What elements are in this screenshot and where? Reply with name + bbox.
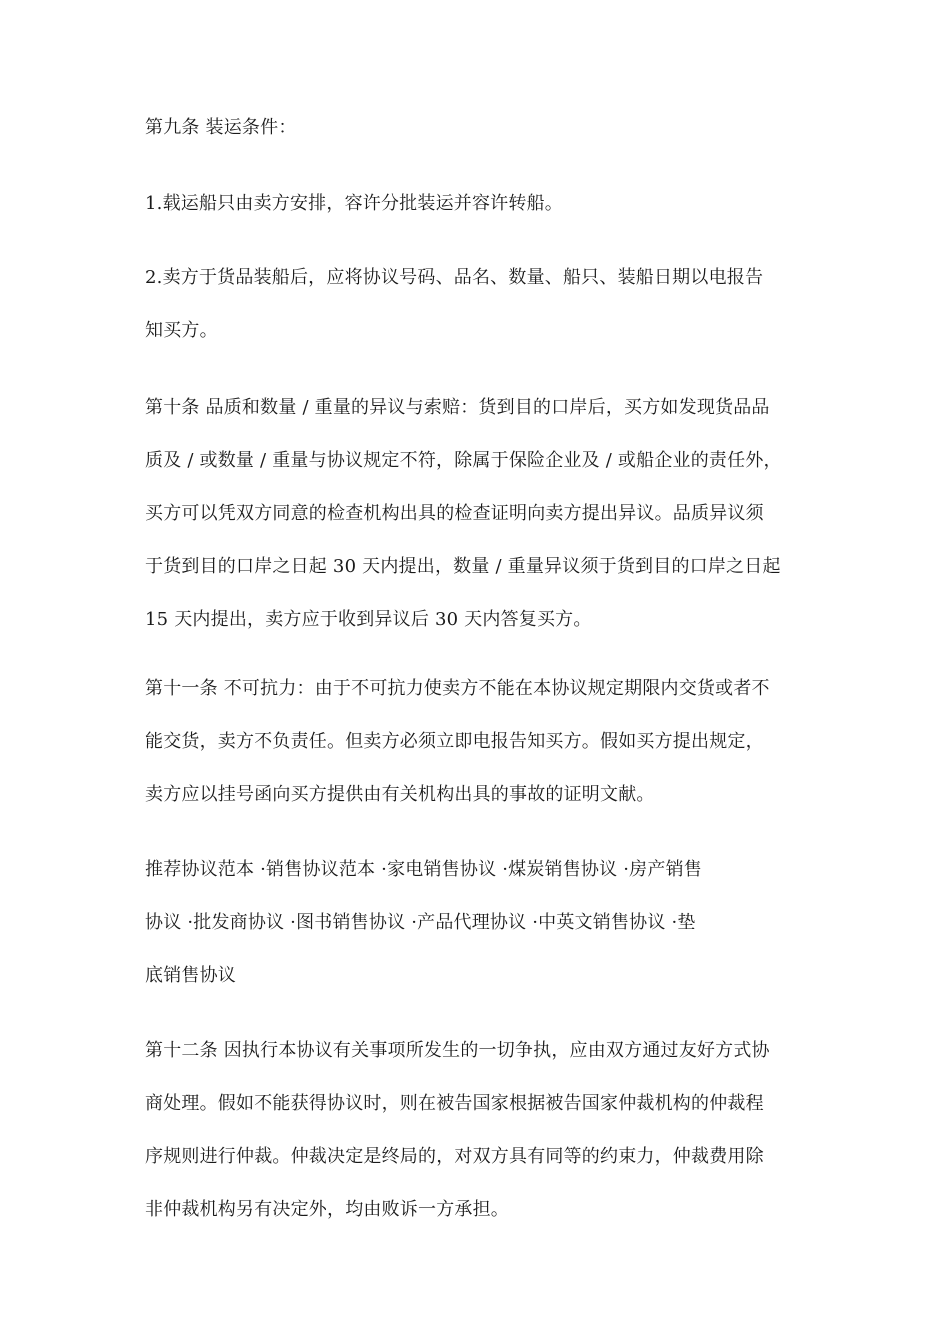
- text-line: 第十条 品质和数量 / 重量的异议与索赔：货到目的口岸后，买方如发现货品品: [145, 397, 770, 418]
- article-9-item-2: [145, 251, 809, 357]
- article-11: [145, 662, 809, 821]
- text-line: 买方可以凭双方同意的检查机构出具的检查证明向卖方提出异议。品质异议须: [145, 503, 764, 524]
- text-line: 质及 / 或数量 / 重量与协议规定不符，除属于保险企业及 / 或船企业的责任外，: [145, 450, 782, 471]
- text-line: 底销售协议: [145, 965, 236, 986]
- text-line: 第十二条 因执行本协议有关事项所发生的一切争执，应由双方通过友好方式协: [145, 1040, 770, 1061]
- text-line: 第九条 装运条件：: [145, 117, 297, 138]
- text-line: 第十一条 不可抗力：由于不可抗力使卖方不能在本协议规定期限内交货或者不: [145, 678, 770, 699]
- text-line: 推荐协议范本 ·销售协议范本 ·家电销售协议 ·煤炭销售协议 ·房产销售: [145, 859, 702, 880]
- recommended-links: [145, 843, 809, 1002]
- text-line: 非仲裁机构另有决定外，均由败诉一方承担。: [145, 1199, 509, 1220]
- article-10: [145, 381, 809, 646]
- text-line: 序规则进行仲裁。仲裁决定是终局的，对双方具有同等的约束力，仲裁费用除: [145, 1146, 764, 1167]
- text-line: 卖方应以挂号函向买方提供由有关机构出具的事故的证明文献。: [145, 784, 655, 805]
- text-line: 15 天内提出，卖方应于收到异议后 30 天内答复买方。: [145, 609, 592, 630]
- text-line: 商处理。假如不能获得协议时，则在被告国家根据被告国家仲裁机构的仲裁程: [145, 1093, 764, 1114]
- text-line: 于货到目的口岸之日起 30 天内提出，数量 / 重量异议须于货到目的口岸之日起: [145, 556, 781, 577]
- text-line: 1.载运船只由卖方安排，容许分批装运并容许转船。: [145, 193, 563, 214]
- article-9-item-1: [145, 177, 809, 230]
- text-line: 能交货，卖方不负责任。但卖方必须立即电报告知买方。假如买方提出规定，: [145, 731, 764, 752]
- article-9-title: [145, 101, 809, 154]
- article-12: [145, 1024, 809, 1236]
- text-line: 2.卖方于货品装船后，应将协议号码、品名、数量、船只、装船日期以电报告: [145, 267, 764, 288]
- text-line: 协议 ·批发商协议 ·图书销售协议 ·产品代理协议 ·中英文销售协议 ·垫: [145, 912, 696, 933]
- text-line: 知买方。: [145, 320, 218, 341]
